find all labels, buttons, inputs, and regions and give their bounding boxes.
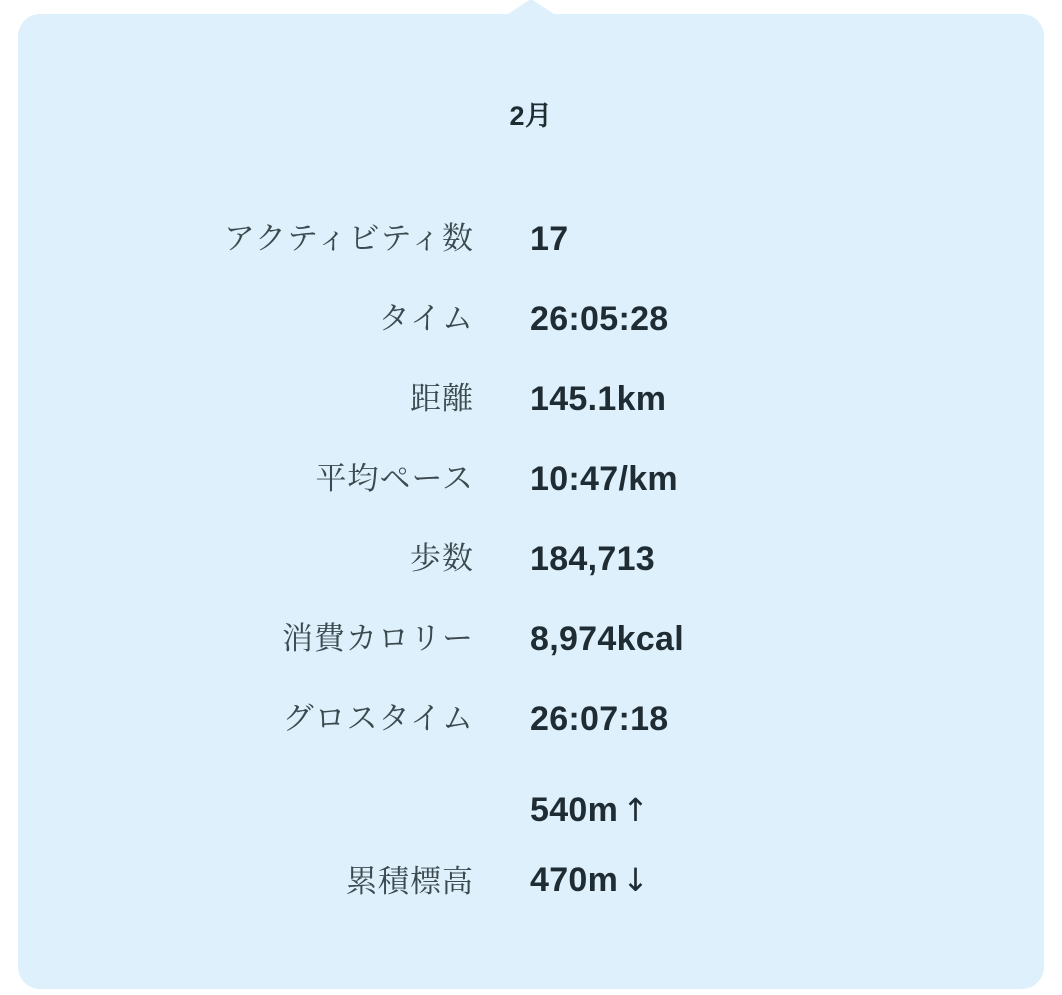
stat-label-elevation: 累積標高 [346,864,474,899]
stat-value-gross-time: 26:07:18 [530,700,669,738]
stat-label-activity-count: アクティビティ数 [223,221,474,256]
elevation-gain-value: 540m [530,791,619,829]
stat-value-average-pace: 10:47/km [530,460,678,498]
stat-value-distance: 145.1km [530,380,667,418]
elevation-loss [530,845,1044,915]
stats-list [18,199,1044,923]
page-title: 2月 [509,101,553,131]
stat-label-time: タイム [378,301,474,336]
stat-label-steps: 歩数 [410,541,474,576]
stat-value-calories: 8,974kcal [530,620,684,658]
callout-pointer [505,0,557,16]
stat-label-gross-time: グロスタイム [282,701,474,736]
arrow-down-icon: ↓ [622,861,650,899]
elevation-gain [530,775,1044,845]
elevation-loss-value: 470m [530,861,619,899]
monthly-summary-card [18,14,1044,989]
stat-label-average-pace: 平均ペース [315,461,474,496]
stat-value-elevation [530,759,1044,923]
stat-label-calories: 消費カロリー [282,621,474,656]
stat-label-distance: 距離 [410,381,474,416]
arrow-up-icon: ↑ [622,791,650,829]
stat-value-steps: 184,713 [530,540,656,578]
stat-value-activity-count: 17 [530,220,569,258]
stat-value-time: 26:05:28 [530,300,669,338]
